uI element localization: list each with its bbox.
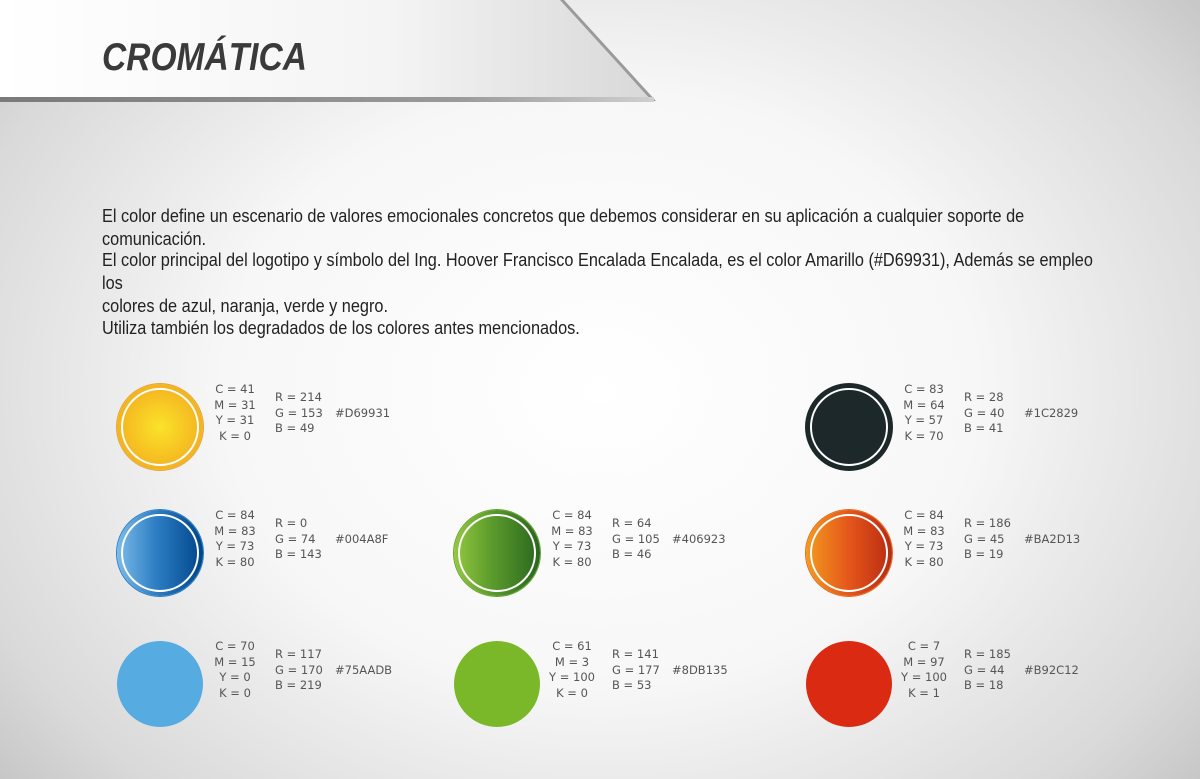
cmyk-m: M = 15 xyxy=(214,654,256,669)
cmyk-k: K = 80 xyxy=(215,554,255,569)
rgb-r: R = 28 xyxy=(964,390,1004,404)
rgb-g: G = 170 xyxy=(275,662,323,677)
swatch-black xyxy=(806,384,1106,484)
swatch-light-green xyxy=(454,641,754,741)
cmyk-y: Y = 31 xyxy=(215,413,255,427)
cmyk-m: M = 64 xyxy=(903,397,945,412)
swatch-yellow xyxy=(117,384,417,484)
rgb-g: G = 74 xyxy=(275,531,316,546)
swatch-dark-blue xyxy=(117,510,417,610)
swatch-dark-green xyxy=(454,510,754,610)
cmyk-c: C = 83 xyxy=(904,382,944,396)
rgb-b: B = 143 xyxy=(275,547,322,561)
rgb-g: G = 40 xyxy=(964,405,1005,420)
rgb-b: B = 41 xyxy=(964,421,1004,435)
cmyk-k: K = 70 xyxy=(904,428,944,443)
cmyk-y: Y = 73 xyxy=(215,539,255,553)
hex-value: #004A8F xyxy=(335,532,389,546)
swatch-orange xyxy=(806,510,1106,610)
cmyk-k: K = 0 xyxy=(556,685,588,700)
intro-text-1: El color define un escenario de valores emocionales concretos que debemos considerar en su aplicación a cualquier soporte de comunicación. xyxy=(102,205,1025,249)
hex-value: #1C2829 xyxy=(1024,406,1079,420)
cmyk-c: C = 84 xyxy=(552,508,592,522)
cmyk-values xyxy=(542,508,602,570)
cmyk-y: Y = 0 xyxy=(219,670,251,684)
cmyk-values xyxy=(542,639,602,701)
cmyk-k: K = 0 xyxy=(219,685,251,700)
cmyk-m: M = 31 xyxy=(214,397,256,412)
hex-value: #D69931 xyxy=(335,406,391,420)
cmyk-m: M = 83 xyxy=(903,523,945,538)
cmyk-k: K = 1 xyxy=(908,685,940,700)
cmyk-y: Y = 73 xyxy=(904,539,944,553)
color-circle-dark-blue xyxy=(117,510,203,596)
color-circle-yellow xyxy=(117,384,203,470)
header-band xyxy=(0,0,660,105)
cmyk-values xyxy=(205,382,265,444)
hex-value: #406923 xyxy=(672,532,726,546)
cmyk-c: C = 61 xyxy=(552,639,592,653)
rgb-r: R = 186 xyxy=(964,516,1011,530)
cmyk-m: M = 3 xyxy=(554,654,590,669)
page-title: CROMÁTICA xyxy=(102,36,307,79)
cmyk-c: C = 41 xyxy=(215,382,255,396)
swatch-light-blue xyxy=(117,641,417,741)
cmyk-values xyxy=(205,639,265,701)
intro-paragraph-1 xyxy=(102,204,1112,250)
rgb-b: B = 219 xyxy=(275,678,322,692)
color-circle-orange xyxy=(806,510,892,596)
cmyk-c: C = 84 xyxy=(904,508,944,522)
cmyk-c: C = 7 xyxy=(907,639,941,653)
swatch-red xyxy=(806,641,1106,741)
rgb-g: G = 153 xyxy=(275,405,323,420)
rgb-g: G = 45 xyxy=(964,531,1005,546)
cmyk-k: K = 80 xyxy=(552,554,592,569)
rgb-b: B = 53 xyxy=(612,678,652,692)
rgb-r: R = 0 xyxy=(275,516,308,530)
rgb-r: R = 141 xyxy=(612,647,659,661)
hex-value: #8DB135 xyxy=(672,663,728,677)
intro-text-2a: El color principal del logotipo y símbolo del Ing. Hoover Francisco Encalada Encalada, es el color Amarillo (#D69931), Además se empleo los xyxy=(102,249,1093,293)
color-circle-red xyxy=(806,641,892,727)
rgb-b: B = 46 xyxy=(612,547,652,561)
intro-text-3: Utiliza también los degradados de los colores antes mencionados. xyxy=(102,317,580,338)
rgb-r: R = 185 xyxy=(964,647,1011,661)
hex-value: #BA2D13 xyxy=(1024,532,1081,546)
cmyk-k: K = 80 xyxy=(904,554,944,569)
cmyk-y: Y = 73 xyxy=(552,539,592,553)
intro-paragraph-2 xyxy=(102,248,1112,317)
cmyk-values xyxy=(894,639,954,701)
rgb-b: B = 18 xyxy=(964,678,1004,692)
cmyk-c: C = 70 xyxy=(215,639,255,653)
rgb-b: B = 49 xyxy=(275,421,315,435)
rgb-g: G = 44 xyxy=(964,662,1005,677)
hex-value: #B92C12 xyxy=(1024,663,1079,677)
cmyk-values xyxy=(894,382,954,444)
cmyk-k: K = 0 xyxy=(219,428,251,443)
cmyk-values xyxy=(894,508,954,570)
color-circle-light-green xyxy=(454,641,540,727)
cmyk-m: M = 83 xyxy=(214,523,256,538)
rgb-g: G = 177 xyxy=(612,662,660,677)
rgb-r: R = 214 xyxy=(275,390,322,404)
color-circle-black xyxy=(806,384,892,470)
rgb-r: R = 117 xyxy=(275,647,322,661)
cmyk-y: Y = 100 xyxy=(901,670,947,684)
color-circle-dark-green xyxy=(454,510,540,596)
cmyk-y: Y = 100 xyxy=(549,670,595,684)
rgb-r: R = 64 xyxy=(612,516,652,530)
rgb-b: B = 19 xyxy=(964,547,1004,561)
hex-value: #75AADB xyxy=(335,663,393,677)
cmyk-m: M = 83 xyxy=(551,523,593,538)
rgb-g: G = 105 xyxy=(612,531,660,546)
intro-text-2b: colores de azul, naranja, verde y negro. xyxy=(102,295,388,316)
cmyk-c: C = 84 xyxy=(215,508,255,522)
cmyk-y: Y = 57 xyxy=(904,413,944,427)
cmyk-m: M = 97 xyxy=(903,654,945,669)
intro-paragraph-3 xyxy=(102,316,1112,339)
color-circle-light-blue xyxy=(117,641,203,727)
cmyk-values xyxy=(205,508,265,570)
